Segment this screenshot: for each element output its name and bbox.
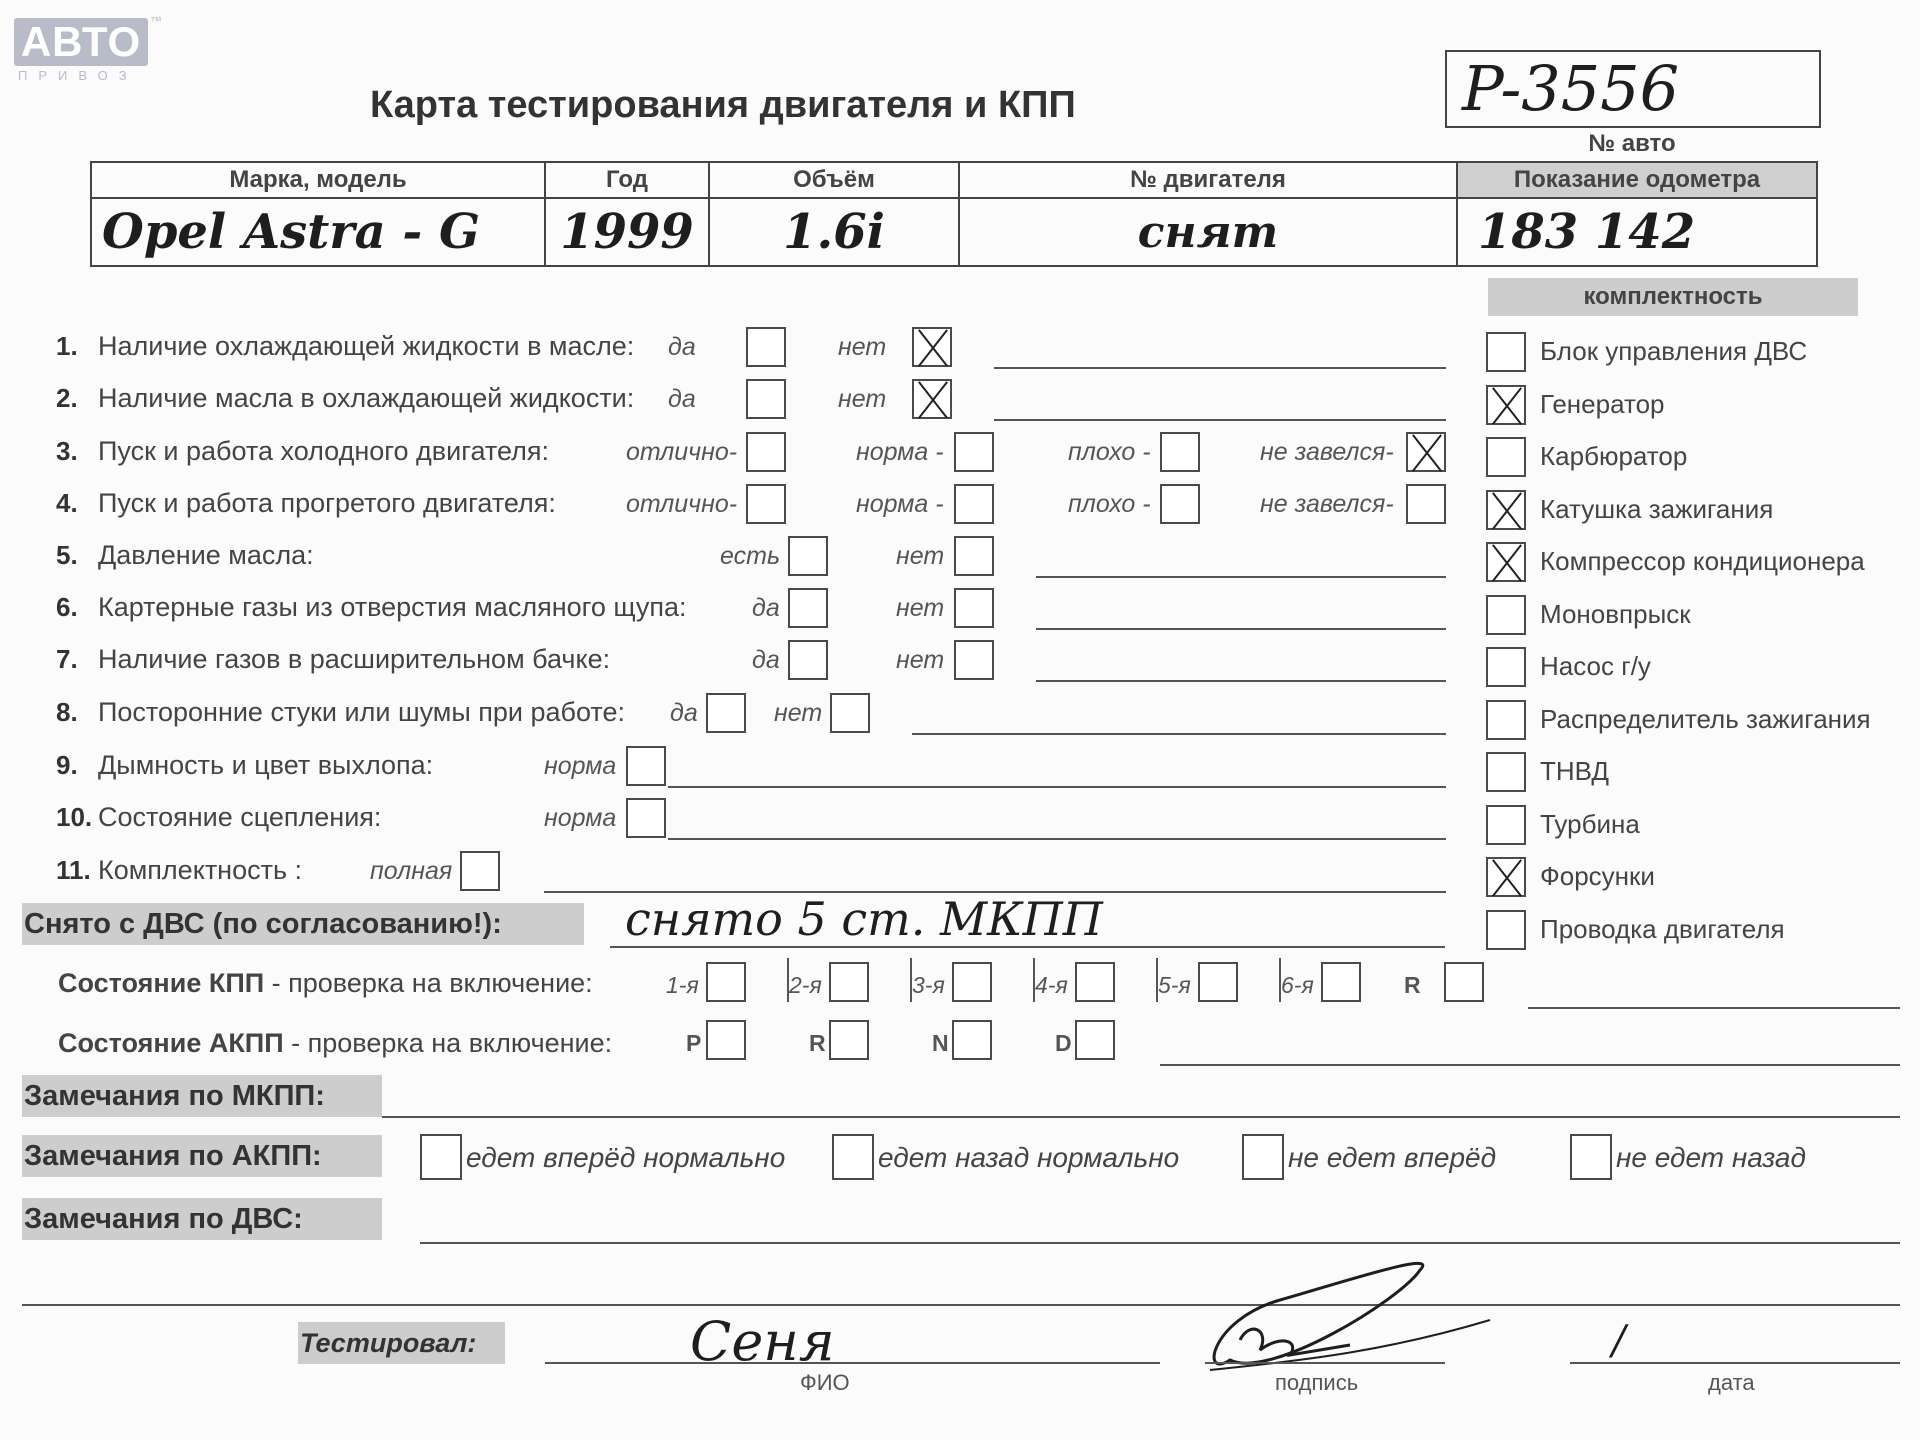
kit-checkbox[interactable] [1486,647,1526,687]
kit-item-label: Компрессор кондиционера [1540,546,1865,576]
check-3-checkbox[interactable] [1160,432,1200,472]
check-4-option-label: не завелся- [1260,490,1394,518]
kit-checkbox[interactable] [1486,542,1526,582]
notes-dvs-label: Замечания по ДВС: [22,1198,382,1240]
akpp-option-checkbox[interactable] [420,1134,462,1180]
column-header-engine-number: № двигателя [959,162,1457,198]
check-4-option-label: отлично- [626,490,738,518]
manual-gear-label: R [1404,972,1421,998]
check-10-comment-line [668,838,1446,840]
fio-caption: ФИО [800,1370,850,1395]
check-text: Давление масла: [98,540,314,570]
akpp-option-checkbox[interactable] [1570,1134,1612,1180]
kit-checkbox[interactable] [1486,805,1526,845]
kit-checkbox[interactable] [1486,910,1526,950]
check-2-option-label: да [668,385,696,413]
vehicle-info-table [90,161,1818,267]
check-text: Наличие газов в расширительном бачке: [98,644,611,674]
kit-checkbox[interactable] [1486,857,1526,897]
check-3-checkbox[interactable] [746,432,786,472]
auto-gear-label: N [932,1030,949,1056]
manual-gear-label: 5-я [1158,972,1191,998]
check-text: Наличие масла в охлаждающей жидкости: [98,383,635,413]
manual-gear-label: 1-я [666,972,699,998]
notes-akpp-label: Замечания по АКПП: [22,1135,382,1177]
check-10-option-label: норма [544,804,617,832]
check-row-7 [56,644,610,675]
notes-mkpp-line [382,1116,1900,1118]
check-row-2 [56,383,634,414]
manual-gear-label: 2-я [789,972,822,998]
auto-gear-label: D [1055,1030,1072,1056]
plate-divider [1445,126,1819,128]
column-header-make: Марка, модель [91,162,545,198]
auto-gear-checkbox[interactable] [1075,1020,1115,1060]
check-2-checkbox[interactable] [746,379,786,419]
manual-gearbox-line [1528,1007,1900,1009]
manual-gear-label: 4-я [1035,972,1068,998]
check-4-checkbox[interactable] [1160,484,1200,524]
kit-checkbox[interactable] [1486,490,1526,530]
check-text: Комплектность : [98,855,303,885]
plate-label: № авто [1588,130,1676,157]
check-6-checkbox[interactable] [954,588,994,628]
brand-logo: АВТО [14,18,148,66]
volume-value: 1.6i [709,198,959,266]
kit-item-label: Форсунки [1540,861,1655,891]
check-4-option-label: плохо - [1068,490,1151,518]
check-number: 7. [56,644,78,674]
check-number: 8. [56,697,78,727]
make-model-value: Opel Astra - G [91,198,545,266]
check-3-option-label: норма - [856,438,944,466]
check-3-option-label: отлично- [626,438,738,466]
removed-value: снято 5 ст. МКПП [625,892,1103,946]
check-8-option-label: нет [774,699,823,727]
auto-gear-checkbox[interactable] [952,1020,992,1060]
check-3-option-label: не завелся- [1260,438,1394,466]
kit-item-label: Карбюратор [1540,441,1688,471]
odometer-value: 183 142 [1457,198,1817,266]
signature-line [1205,1362,1445,1364]
check-4-checkbox[interactable] [1406,484,1446,524]
check-number: 4. [56,488,78,518]
check-3-checkbox[interactable] [1406,432,1446,472]
akpp-option-label: едет вперёд нормально [466,1142,786,1173]
check-row-6 [56,592,687,623]
kit-item-label: ТНВД [1540,756,1610,786]
kit-checkbox[interactable] [1486,700,1526,740]
check-4-checkbox[interactable] [954,484,994,524]
check-1-option-label: да [668,333,696,361]
manual-gear-checkbox[interactable] [1198,962,1238,1002]
check-number: 10. [56,802,93,832]
tester-label: Тестировал: [298,1322,505,1364]
check-number: 3. [56,436,78,466]
engine-number-value: снят [959,198,1457,266]
check-7-comment-line [1036,680,1446,682]
check-2-comment-line [994,419,1446,421]
kit-checkbox[interactable] [1486,752,1526,792]
manual-gear-checkbox[interactable] [1321,962,1361,1002]
check-10-checkbox[interactable] [626,798,666,838]
kit-item-label: Моновпрыск [1540,598,1691,629]
check-6-option-label: да [752,594,780,622]
kit-item-label: Блок управления ДВС [1540,336,1808,366]
check-9-checkbox[interactable] [626,746,666,786]
check-1-checkbox[interactable] [912,327,952,367]
trademark-sign: ™ [150,14,162,28]
check-number: 9. [56,750,78,780]
kit-heading: комплектность [1488,278,1858,316]
check-row-10 [56,802,381,833]
column-header-odometer: Показание одометра [1457,162,1817,198]
manual-gear-checkbox[interactable] [706,962,746,1002]
check-9-comment-line [668,786,1446,788]
check-5-option-label: нет [896,542,945,570]
auto-gear-label: R [809,1030,826,1056]
check-7-option-label: нет [896,646,945,674]
kit-item-label: Распределитель зажигания [1540,703,1871,734]
manual-gear-checkbox[interactable] [952,962,992,1002]
auto-gear-checkbox[interactable] [829,1020,869,1060]
auto-gearbox-line [1160,1064,1900,1066]
tester-name-line [545,1362,1160,1364]
check-8-option-label: да [670,699,698,727]
check-text: Наличие охлаждающей жидкости в масле: [98,331,635,361]
brand-logo-subtitle: ПРИВОЗ [18,68,138,83]
check-number: 1. [56,331,78,361]
column-header-volume: Объём [709,162,959,198]
kit-checkbox[interactable] [1486,595,1526,635]
check-text: Пуск и работа холодного двигателя: [98,436,549,466]
check-4-checkbox[interactable] [746,484,786,524]
check-number: 6. [56,592,78,622]
check-1-option-label: нет [838,333,887,361]
page-title: Карта тестирования двигателя и КПП [370,84,1076,126]
date-line [1570,1362,1900,1364]
kit-item-label: Насос г/у [1540,651,1651,681]
auto-gear-checkbox[interactable] [706,1020,746,1060]
check-text: Картерные газы из отверстия масляного щупа: [98,592,687,622]
check-2-option-label: нет [838,385,887,413]
year-value: 1999 [545,198,709,266]
column-header-year: Год [545,162,709,198]
auto-gear-label: P [686,1030,702,1056]
akpp-option-checkbox[interactable] [1242,1134,1284,1180]
manual-gear-checkbox[interactable] [1444,962,1484,1002]
akpp-option-label: едет назад нормально [878,1142,1180,1173]
check-3-checkbox[interactable] [954,432,994,472]
check-row-1 [56,331,634,362]
kit-checkbox[interactable] [1486,437,1526,477]
check-text: Пуск и работа прогретого двигателя: [98,488,556,518]
check-11-checkbox[interactable] [460,851,500,891]
kit-checkbox[interactable] [1486,385,1526,425]
removed-line [610,946,1445,948]
kit-item-label: Турбина [1540,808,1640,839]
check-8-checkbox[interactable] [830,693,870,733]
auto-gearbox-label: Состояние АКПП - проверка на включение: [58,1028,613,1058]
check-5-comment-line [1036,576,1446,578]
notes-dvs-line [420,1242,1900,1244]
check-row-8 [56,697,625,728]
tester-name: Сеня [690,1310,835,1373]
check-7-checkbox[interactable] [788,640,828,680]
check-number: 2. [56,383,78,413]
akpp-option-checkbox[interactable] [832,1134,874,1180]
check-11-option-label: полная [370,857,453,885]
check-9-option-label: норма [544,752,617,780]
check-5-checkbox[interactable] [954,536,994,576]
check-text: Состояние сцепления: [98,802,382,832]
check-text: Посторонние стуки или шумы при работе: [98,697,625,727]
kit-item-label: Катушка зажигания [1540,493,1774,524]
check-7-option-label: да [752,646,780,674]
manual-gear-checkbox[interactable] [829,962,869,1002]
check-1-checkbox[interactable] [746,327,786,367]
removed-label: Снято с ДВС (по согласованию!): [22,903,584,945]
check-5-checkbox[interactable] [788,536,828,576]
check-text: Дымность и цвет выхлопа: [98,750,434,780]
check-6-checkbox[interactable] [788,588,828,628]
kit-item-label: Генератор [1540,388,1665,419]
check-number: 5. [56,540,78,570]
manual-gear-label: 6-я [1281,972,1314,998]
check-row-11 [56,855,302,886]
check-3-option-label: плохо - [1068,438,1151,466]
signature-mark [1190,1240,1510,1390]
manual-gear-label: 3-я [912,972,945,998]
kit-item-label: Проводка двигателя [1540,913,1785,944]
manual-gearbox-label: Состояние КПП - проверка на включение: [58,968,593,998]
notes-dvs-line-2 [22,1304,1900,1306]
kit-checkbox[interactable] [1486,332,1526,372]
check-6-option-label: нет [896,594,945,622]
check-8-checkbox[interactable] [706,693,746,733]
manual-gear-checkbox[interactable] [1075,962,1115,1002]
check-number: 11. [56,855,91,885]
akpp-option-label: не едет вперёд [1288,1142,1497,1173]
check-4-option-label: норма - [856,490,944,518]
check-2-checkbox[interactable] [912,379,952,419]
check-row-5 [56,540,314,571]
date-caption: дата [1708,1370,1755,1395]
plate-number: P-3556 [1462,52,1680,125]
akpp-option-label: не едет назад [1616,1142,1806,1173]
check-5-option-label: есть [720,542,781,570]
check-row-9 [56,750,433,781]
check-1-comment-line [994,367,1446,369]
check-8-comment-line [912,733,1446,735]
check-row-4 [56,488,556,519]
notes-mkpp-label: Замечания по МКПП: [22,1075,382,1117]
check-7-checkbox[interactable] [954,640,994,680]
check-row-3 [56,436,549,467]
signature-caption: подпись [1275,1370,1359,1395]
check-6-comment-line [1036,628,1446,630]
date-value: / [1612,1318,1626,1364]
